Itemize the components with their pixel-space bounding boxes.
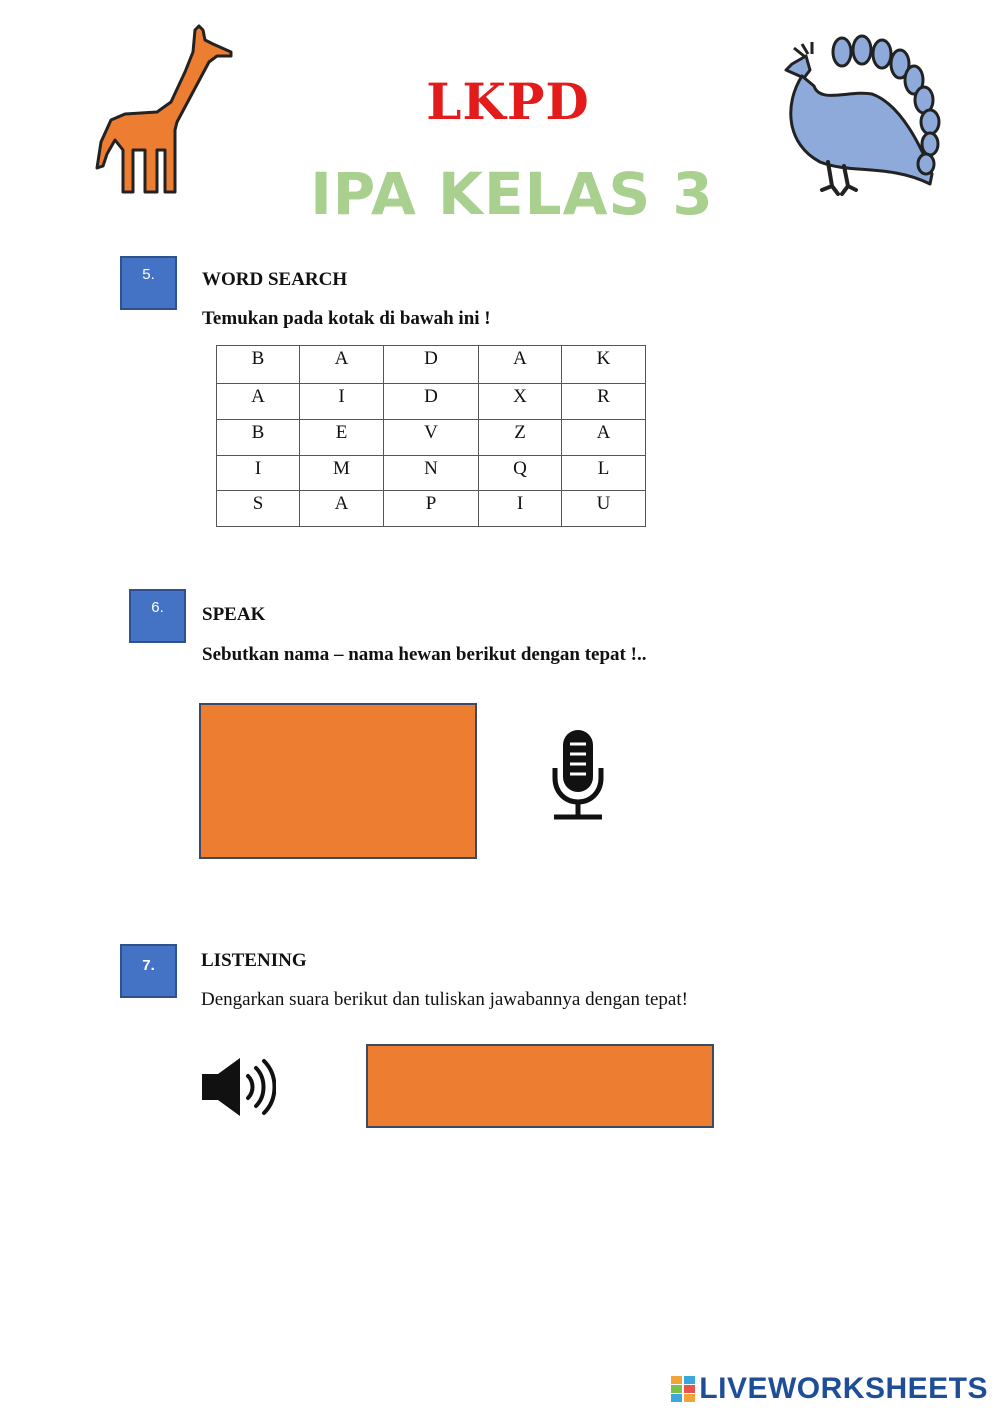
grid-row — [217, 420, 646, 456]
grid-cell[interactable]: X — [479, 384, 562, 420]
grid-cell[interactable]: A — [300, 491, 384, 527]
grid-cell[interactable]: B — [217, 346, 300, 384]
grid-cell[interactable]: N — [384, 456, 479, 491]
grid-cell[interactable]: P — [384, 491, 479, 527]
grid-cell[interactable]: A — [479, 346, 562, 384]
brand-logo — [671, 1372, 988, 1406]
section-6-instruction: Sebutkan nama – nama hewan berikut dengan tepat !.. — [202, 644, 647, 665]
grid-cell[interactable]: M — [300, 456, 384, 491]
grid-row — [217, 346, 646, 384]
grid-cell[interactable]: K — [562, 346, 646, 384]
grid-row — [217, 491, 646, 527]
section-5-heading: WORD SEARCH — [202, 269, 348, 290]
brand-name: LIVEWORKSHEETS — [699, 1372, 988, 1405]
grid-row — [217, 456, 646, 491]
page-subtitle: IPA KELAS 3 — [310, 160, 714, 228]
giraffe-icon — [85, 22, 235, 197]
section-7-heading: LISTENING — [201, 950, 307, 971]
listening-answer-box[interactable] — [366, 1044, 714, 1128]
section-5-number: 5. — [120, 256, 177, 310]
grid-cell[interactable]: B — [217, 420, 300, 456]
speak-answer-box[interactable] — [199, 703, 477, 859]
section-5-instruction: Temukan pada kotak di bawah ini ! — [202, 308, 491, 329]
peacock-icon — [780, 34, 960, 206]
grid-cell[interactable]: R — [562, 384, 646, 420]
section-7-number: 7. — [120, 944, 177, 998]
microphone-icon[interactable] — [550, 728, 606, 822]
grid-cell[interactable]: A — [217, 384, 300, 420]
grid-cell[interactable]: A — [300, 346, 384, 384]
section-6-number: 6. — [129, 589, 186, 643]
brand-logo-icon — [671, 1376, 695, 1402]
grid-cell[interactable]: Z — [479, 420, 562, 456]
grid-cell[interactable]: Q — [479, 456, 562, 491]
section-7-instruction: Dengarkan suara berikut dan tuliskan jawabannya dengan tepat! — [201, 989, 688, 1010]
grid-cell[interactable]: U — [562, 491, 646, 527]
grid-row — [217, 384, 646, 420]
grid-cell[interactable]: E — [300, 420, 384, 456]
grid-cell[interactable]: L — [562, 456, 646, 491]
speaker-icon[interactable] — [200, 1056, 276, 1118]
page-title: LKPD — [426, 72, 590, 131]
word-search-grid — [216, 345, 646, 527]
grid-cell[interactable]: S — [217, 491, 300, 527]
grid-cell[interactable]: D — [384, 384, 479, 420]
grid-cell[interactable]: A — [562, 420, 646, 456]
grid-cell[interactable]: I — [300, 384, 384, 420]
grid-cell[interactable]: I — [217, 456, 300, 491]
section-6-heading: SPEAK — [202, 604, 266, 625]
grid-cell[interactable]: D — [384, 346, 479, 384]
grid-cell[interactable]: V — [384, 420, 479, 456]
grid-cell[interactable]: I — [479, 491, 562, 527]
